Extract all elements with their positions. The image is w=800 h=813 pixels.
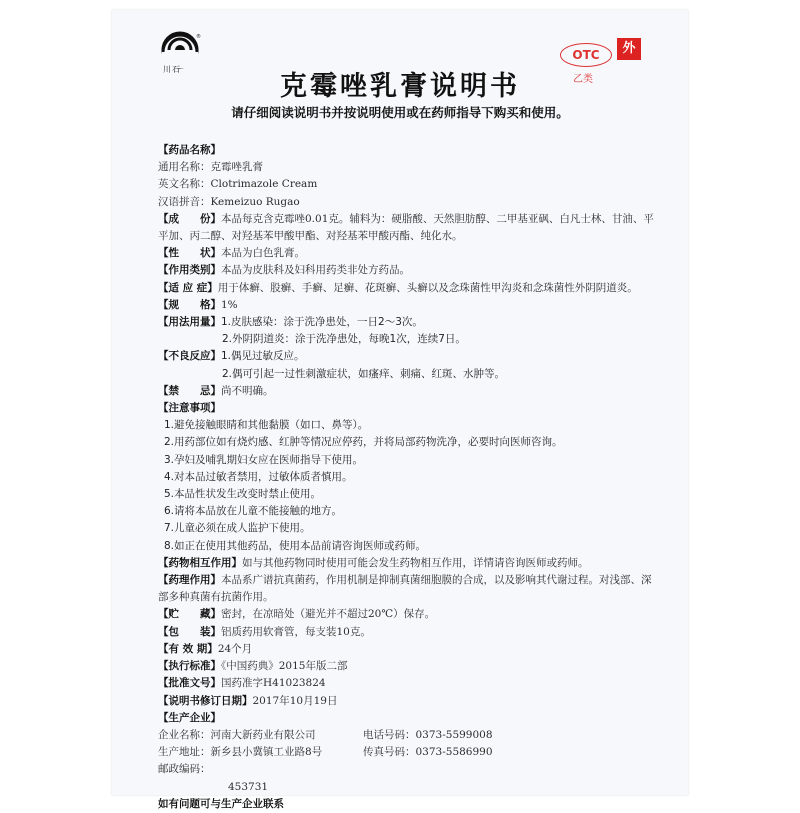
ingredients-text: 本品每克含克霉唑0.01克。辅料为：硬脂酸、天然胆肪醇、二甲基亚砜、白凡士林、甘油、平平加、丙二醇、对羟基苯甲酸甲酯、对羟基苯甲酸丙酯、纯化水。 <box>158 212 654 243</box>
revision-row <box>158 693 658 710</box>
properties-text: 本品为白色乳膏。 <box>221 247 305 260</box>
category-text: 本品为皮肤科及妇科用药类非处方药品。 <box>221 264 410 277</box>
footer-note: 如有问题可与生产企业联系 <box>158 797 284 810</box>
spec-text: 1% <box>221 298 238 311</box>
interaction-text: 如与其他药物同时使用可能会发生药物相互作用，详情请咨询医师或药师。 <box>242 556 589 569</box>
company-row-1 <box>158 727 658 744</box>
precaution-item: 4.对本品过敏者禁用，过敏体质者慎用。 <box>164 470 353 483</box>
company-phone: 电话号码：0373-5599008 <box>363 728 493 741</box>
company-fax: 传真号码：0373-5586990 <box>363 746 493 759</box>
pinyin-name: 汉语拼音：Kemeizuo Rugao <box>158 195 300 208</box>
external-use-badge: 外 <box>617 38 641 60</box>
postcode-value: 453731 <box>228 780 269 793</box>
postcode-row <box>158 761 658 778</box>
package-text: 铝质药用软膏管，每支装10克。 <box>221 625 371 638</box>
precaution-item: 8.如正在使用其他药品，使用本品前请咨询医师或药师。 <box>164 539 427 552</box>
category-row <box>158 262 658 279</box>
pharmacology-label: 【药理作用】 <box>158 574 221 587</box>
indications-label: 【适 应 症】 <box>158 281 218 294</box>
standard-row <box>158 658 658 675</box>
english-name: 英文名称：Clotrimazole Cream <box>158 178 318 191</box>
spec-row <box>158 297 658 314</box>
approval-row <box>158 675 658 692</box>
category-label: 【作用类别】 <box>158 264 221 277</box>
interaction-label: 【药物相互作用】 <box>158 556 242 569</box>
precaution-item: 2.用药部位如有烧灼感、红肿等情况应停药，并将局部药物洗净，必要时向医师咨询。 <box>164 436 563 449</box>
manufacturer-header: 【生产企业】 <box>158 711 221 724</box>
precautions-header: 【注意事项】 <box>158 402 221 415</box>
otc-class-label: 乙类 <box>573 74 593 85</box>
postcode-label: 邮政编码： <box>158 763 211 776</box>
storage-row <box>158 606 658 623</box>
document-subtitle: 请仔细阅读说明书并按说明使用或在药师指导下购买和使用。 <box>231 105 569 120</box>
ingredients-label: 【成 份】 <box>158 212 221 225</box>
precaution-item: 6.请将本品放在儿童不能接触的地方。 <box>164 505 343 518</box>
properties-label: 【性 状】 <box>158 247 221 260</box>
precaution-item: 7.儿童必须在成人监护下使用。 <box>164 522 311 535</box>
interaction-row <box>158 555 658 572</box>
revision-label: 【说明书修订日期】 <box>158 694 253 707</box>
validity-text: 24个月 <box>217 642 253 655</box>
usage-row <box>158 314 658 331</box>
adverse-item-2: 2.偶可引起一过性刺激症状，如瘙痒、刺痛、红斑、水肿等。 <box>222 367 506 380</box>
usage-item-1: 1.皮肤感染：涂于洗净患处，一日2～3次。 <box>221 316 423 329</box>
adverse-label: 【不良反应】 <box>158 350 221 363</box>
usage-item-2: 2.外阴阴道炎：涂于洗净患处，每晚1次，连续7日。 <box>222 333 466 346</box>
storage-text: 密封，在凉暗处（避光并不超过20℃）保存。 <box>221 608 436 621</box>
indications-text: 用于体癣、股癣、手癣、足癣、花斑癣、头癣以及念珠菌性甲沟炎和念珠菌性外阴阴道炎。 <box>217 281 638 294</box>
indications-row <box>158 280 658 297</box>
pharmacology-row <box>158 572 658 606</box>
otc-badge: OTC <box>560 43 612 67</box>
ingredients-row <box>158 211 658 245</box>
company-name: 企业名称：河南大新药业有限公司 <box>158 728 316 741</box>
drug-name-header: 【药品名称】 <box>158 144 221 156</box>
properties-row <box>158 245 658 262</box>
approval-label: 【批准文号】 <box>158 677 221 690</box>
standard-text: 《中国药典》2015年版二部 <box>221 660 348 673</box>
usage-label: 【用法用量】 <box>158 316 221 329</box>
spec-label: 【规 格】 <box>158 298 221 311</box>
precaution-item: 1.避免接触眼睛和其他黏膜（如口、鼻等）。 <box>164 419 369 432</box>
contra-text: 尚不明确。 <box>221 384 274 397</box>
revision-text: 2017年10月19日 <box>252 694 338 707</box>
svg-text:®: ® <box>196 34 201 40</box>
validity-row <box>158 641 658 658</box>
generic-name: 通用名称：克霉唑乳膏 <box>158 161 263 174</box>
standard-label: 【执行标准】 <box>158 660 221 673</box>
precaution-item: 3.孕妇及哺乳期妇女应在医师指导下使用。 <box>164 453 364 466</box>
adverse-row <box>158 348 658 365</box>
contra-label: 【禁 忌】 <box>158 384 221 397</box>
storage-label: 【贮 藏】 <box>158 608 221 621</box>
package-label: 【包 装】 <box>158 625 221 638</box>
validity-label: 【有 效 期】 <box>158 642 218 655</box>
package-row <box>158 624 658 641</box>
precaution-item: 5.本品性状发生改变时禁止使用。 <box>164 488 322 501</box>
adverse-item-1: 1.偶见过敏反应。 <box>221 350 305 363</box>
leaflet-content <box>158 142 658 813</box>
logo-text: 川石 <box>163 65 181 74</box>
contra-row <box>158 383 658 400</box>
company-row-2 <box>158 744 658 761</box>
approval-text: 国药准字H41023824 <box>221 677 326 690</box>
pharmacology-text: 本品系广谱抗真菌药，作用机制是抑制真菌细胞膜的合成，以及影响其代谢过程。对浅部、深部多种真菌有抗菌作用。 <box>158 574 652 604</box>
company-address: 生产地址：新乡县小冀镇工业路8号 <box>158 746 323 759</box>
document-title: 克霉唑乳膏说明书 <box>280 71 520 102</box>
